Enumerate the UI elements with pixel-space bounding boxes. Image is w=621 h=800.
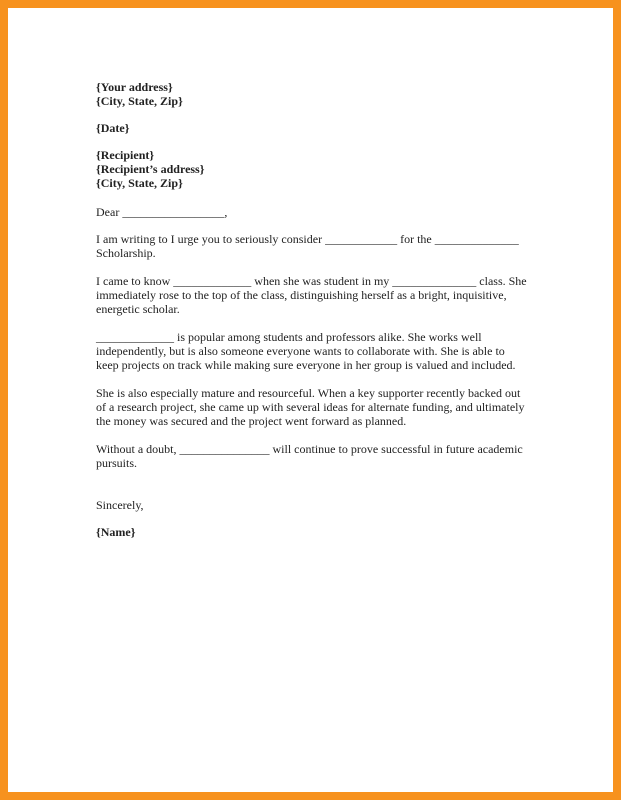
- closing: Sincerely,: [96, 498, 144, 512]
- paragraph-line: Without a doubt, _______________ will continue to prove successful in future academic: [96, 442, 523, 456]
- paragraph-3: [96, 330, 526, 372]
- paragraph-line: I am writing to I urge you to seriously consider ____________ for the ______________: [96, 232, 519, 246]
- paragraph-1: [96, 232, 526, 260]
- recipient-address: {Recipient’s address}: [96, 162, 205, 176]
- paragraph-line: pursuits.: [96, 456, 138, 470]
- paragraph-5: [96, 442, 526, 470]
- salutation: Dear _________________,: [96, 205, 228, 219]
- letter-date: {Date}: [96, 121, 130, 135]
- signature-name: {Name}: [96, 525, 136, 539]
- letter-body: [96, 80, 526, 539]
- paragraph-2: [96, 274, 526, 316]
- recipient-block: [96, 148, 526, 190]
- paragraph-line: the money was secured and the project went forward as planned.: [96, 414, 407, 428]
- paragraph-line: of a research project, she came up with several ideas for alternate funding, and ultimately: [96, 400, 525, 414]
- paragraph-4: [96, 386, 526, 428]
- sender-block: [96, 80, 526, 108]
- paragraph-line: energetic scholar.: [96, 302, 180, 316]
- recipient-city-state-zip: {City, State, Zip}: [96, 176, 183, 190]
- paragraph-line: Scholarship.: [96, 246, 156, 260]
- paragraph-line: independently, but is also someone everyone wants to collaborate with. She is able to: [96, 344, 505, 358]
- sender-address: {Your address}: [96, 80, 173, 94]
- sender-city-state-zip: {City, State, Zip}: [96, 94, 183, 108]
- recipient-name: {Recipient}: [96, 148, 155, 162]
- paragraph-line: immediately rose to the top of the class, distinguishing herself as a bright, inquisitive,: [96, 288, 507, 302]
- paragraph-line: keep projects on track while making sure everyone in her group is valued and included.: [96, 358, 516, 372]
- paragraph-line: _____________ is popular among students and professors alike. She works well: [96, 330, 482, 344]
- paragraph-line: She is also especially mature and resourceful. When a key supporter recently backed out: [96, 386, 521, 400]
- paragraph-line: I came to know _____________ when she was student in my ______________ class. She: [96, 274, 527, 288]
